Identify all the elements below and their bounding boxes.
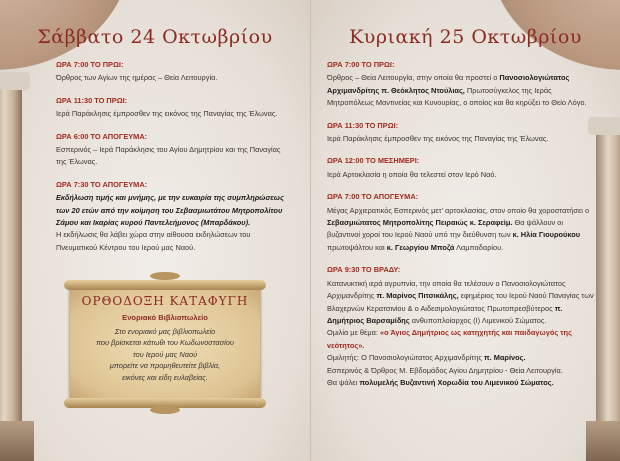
schedule-sunday	[327, 59, 595, 399]
text-segment: πολυμελής Βυζαντινή Χορωδία του Λιμενικού Σώματος.	[359, 377, 554, 387]
text-segment: «ο Άγιος Δημήτριος ως κατηχητής και παιδαγωγός της νεότητος».	[327, 328, 572, 350]
event-description	[327, 365, 595, 377]
event-description	[56, 108, 288, 120]
column-decoration	[596, 131, 620, 461]
text-segment: πρωτοψάλτου και	[327, 242, 387, 252]
text-segment: Ομιλητής: Ο Πανοσιολογιώτατος Αρχιμανδρίτης	[327, 353, 484, 363]
event-time: ΩΡΑ 11:30 ΤΟ ΠΡΩΙ:	[327, 120, 399, 130]
event-description	[327, 352, 595, 364]
scroll-body	[70, 326, 260, 383]
event-description	[327, 278, 595, 328]
page-title: Κυριακή 25 Οκτωβρίου	[349, 26, 582, 48]
scroll-ornament	[150, 272, 180, 280]
event-time: ΩΡΑ 9:30 ΤΟ ΒΡΑΔΥ:	[327, 265, 401, 275]
event-time: ΩΡΑ 7:00 ΤΟ ΠΡΩΙ:	[327, 60, 395, 69]
text-segment: Η εκδήλωσις θα λάβει χώρα στην αίθουσα εκδηλώσεων του Πνευματικού Κέντρου του Ιερού μας Ναού.	[56, 230, 251, 252]
text-segment: Πανοσιολογιώτατος Αρχιμανδρίτης π. Θεόκλητος Ντούλιας,	[327, 73, 570, 95]
text-segment: Όρθρος – Θεία Λειτουργία, στην οποία θα προστεί ο	[327, 73, 500, 83]
event-description	[327, 377, 595, 389]
schedule-event	[56, 179, 288, 254]
text-segment: Εκδήλωση τιμής και μνήμης, με την ευκαιρία της συμπληρώσεως των 20 ετών από την κοίμηση του Σεβασμιωτάτου Μητροπολίτου Σάμου και Ικαρίας κυρού Παντελεήμονος (Μπαρδάκου).	[56, 193, 284, 228]
event-description	[56, 72, 288, 84]
schedule-event	[327, 191, 595, 254]
schedule-event	[327, 59, 595, 110]
text-segment: κ. Ηλία Γιουρούκου	[512, 230, 581, 240]
text-segment: εφημέριος του Ιερού Ναού Παναγίας των Βλαχερνών Κερατσινίου & ο Αιδεσιμολογιώτατος Πρωτοπρεσβύτερος	[327, 291, 594, 313]
schedule-event	[56, 59, 288, 85]
scroll-line: που βρίσκεται κάτωθι του Κωδωνοστασίου	[96, 338, 234, 348]
event-time: ΩΡΑ 7:00 ΤΟ ΑΠΟΓΕΥΜΑ:	[327, 192, 419, 202]
text-segment: Μέγας Αρχιερατικός Εσπερινός μετ' αρτοκλασίας, στον οποίο θα χοροστατήσει ο	[327, 205, 590, 215]
event-description	[56, 192, 288, 229]
text-segment: Σεβασμιώτατος Μητροπολίτης Πειραιώς κ. Σεραφείμ.	[327, 218, 513, 228]
bookstore-scroll	[64, 272, 266, 414]
text-segment: Εσπερινός – Ιερά Παράκλησις του Αγίου Δημητρίου και της Παναγίας της Έλωνας.	[56, 145, 281, 167]
text-segment: π. Δημήτριος Βαρσαμίδης	[327, 303, 563, 325]
text-segment: Ιερά Αρτοκλασία η οποία θα τελεστεί στον Ιερό Ναό.	[327, 169, 497, 179]
event-description	[327, 205, 595, 255]
scroll-line: μπορείτε να προμηθευτείτε βιβλία,	[109, 361, 221, 371]
event-time: ΩΡΑ 12:00 ΤΟ ΜΕΣΗΜΕΡΙ:	[327, 156, 420, 166]
text-segment: Θα ψάλει	[327, 377, 360, 387]
event-description	[56, 229, 288, 254]
schedule-event	[327, 264, 595, 389]
schedule-event	[56, 95, 288, 121]
text-segment: Ομιλία με θέμα:	[327, 328, 380, 338]
page-sunday	[310, 0, 620, 461]
text-segment: π. Μαρίνος.	[483, 353, 526, 363]
text-segment: Ιερά Παράκλησις έμπροσθεν της εικόνος της Παναγίας της Έλωνας.	[56, 109, 278, 119]
scroll-subtitle: Ενοριακό Βιβλιοπωλείο	[122, 313, 208, 322]
column-decoration	[0, 86, 22, 461]
schedule-saturday	[56, 59, 288, 264]
text-segment: Πρωτοσύγκελος της Ιεράς Μητροπόλεως Μαντινείας και Κυνουρίας, ο οποίος και θα κηρύξει το Θείο Λόγο.	[327, 85, 587, 108]
text-segment: Εσπερινός & Όρθρος Μ. Εβδομάδος Αγίου Δημητρίου - Θεία Λειτουργία.	[327, 365, 563, 375]
text-segment: π. Μαρίνος Πιτσικάλης,	[376, 291, 459, 301]
scroll-line: Στο ενοριακό μας βιβλιοπωλείο	[114, 327, 216, 336]
text-segment: Όρθρος των Αγίων της ημέρας – Θεία Λειτουργία.	[56, 73, 218, 83]
event-description	[327, 327, 595, 352]
schedule-event	[327, 155, 595, 181]
event-time: ΩΡΑ 11:30 ΤΟ ΠΡΩΙ:	[56, 95, 128, 105]
scroll-title: ΟΡΘΟΔΟΞΗ ΚΑΤΑΦΥΓΗ	[81, 294, 249, 308]
scroll-line: εικόνες και είδη ευλαβείας.	[122, 372, 208, 382]
event-time: ΩΡΑ 7:00 ΤΟ ΠΡΩΙ:	[56, 60, 124, 69]
schedule-event	[56, 131, 288, 169]
scroll-ornament	[150, 406, 180, 414]
text-segment: Θα ψάλλουν οι βυζαντινοί χοροί του Ιερού Ναού υπό την διεύθυνση των	[327, 218, 564, 240]
event-description	[327, 72, 595, 109]
event-time: ΩΡΑ 7:30 ΤΟ ΑΠΟΓΕΥΜΑ:	[56, 179, 148, 189]
schedule-event	[327, 120, 595, 146]
event-description	[56, 144, 288, 169]
event-description	[327, 169, 595, 181]
text-segment: κ. Γεωργίου Μποζά	[386, 242, 455, 252]
event-description	[327, 133, 595, 145]
text-segment: Λαμπαδαρίου.	[454, 242, 504, 252]
scroll-line: του Ιερού μας Ναού	[132, 349, 198, 359]
event-time: ΩΡΑ 6:00 ΤΟ ΑΠΟΓΕΥΜΑ:	[56, 131, 148, 141]
text-segment: Ιερά Παράκλησις έμπροσθεν της εικόνος της Παναγίας της Έλωνας.	[327, 134, 549, 144]
page-title: Σάββατο 24 Οκτωβρίου	[37, 26, 273, 48]
text-segment: ανθυποπλοίαρχος (Ι) Λιμενικού Σώματος.	[409, 315, 547, 325]
text-segment: Κατανυκτική ιερά αγρυπνία, την οποία θα τελέσουν ο Πανοσιολογιώτατος Αρχιμανδρίτης	[327, 278, 566, 301]
